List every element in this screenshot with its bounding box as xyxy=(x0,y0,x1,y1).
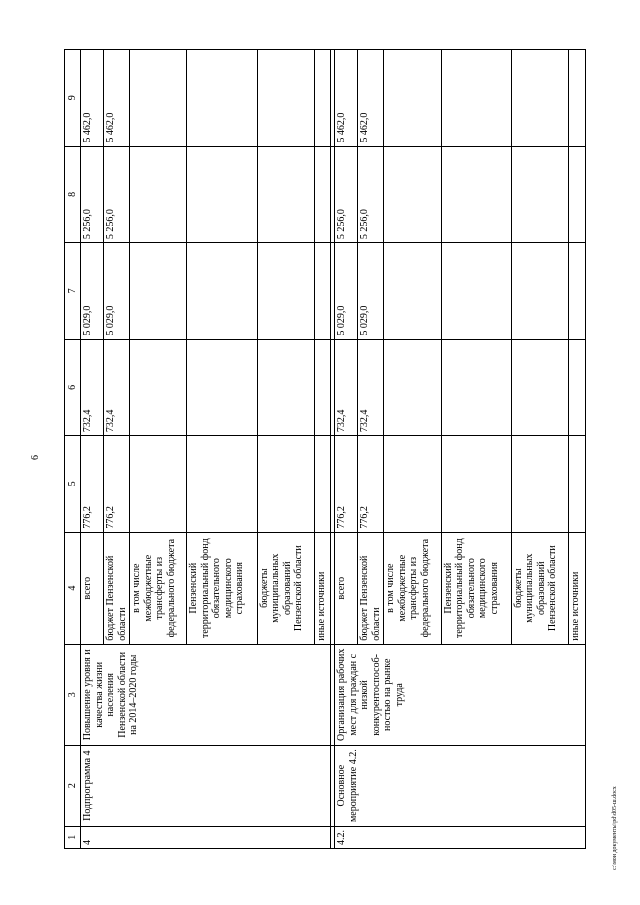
value-cell xyxy=(441,243,511,340)
value-cell: 5 029,0 xyxy=(358,243,384,340)
value-cell: 5 029,0 xyxy=(335,243,358,340)
row-number: 4.2. xyxy=(335,826,586,848)
program-description: Организация рабочих мест для граждан с низкой конкурентоспособ-ностью на рынке труда xyxy=(335,644,586,745)
value-cell xyxy=(384,50,441,147)
value-cell xyxy=(569,339,586,436)
source-cell: бюджет Пензенской области xyxy=(104,532,130,644)
source-cell: иные источники xyxy=(569,532,586,644)
budget-table-rotated xyxy=(64,49,586,849)
source-cell: бюджеты муниципальных образований Пензенской области xyxy=(511,532,568,644)
value-cell: 5 256,0 xyxy=(81,146,104,243)
page-number: 6 xyxy=(30,455,41,460)
value-cell: 5 256,0 xyxy=(335,146,358,243)
value-cell xyxy=(569,436,586,533)
value-cell xyxy=(511,339,568,436)
value-cell: 5 256,0 xyxy=(358,146,384,243)
value-cell xyxy=(314,339,331,436)
value-cell xyxy=(569,146,586,243)
value-cell: 5 462,0 xyxy=(358,50,384,147)
value-cell xyxy=(187,146,257,243)
value-cell xyxy=(257,243,314,340)
value-cell: 5 029,0 xyxy=(104,243,130,340)
value-cell xyxy=(130,243,187,340)
budget-table xyxy=(64,49,586,849)
program-name: Подпрограмма 4 xyxy=(81,745,331,826)
value-cell xyxy=(441,339,511,436)
value-cell xyxy=(257,436,314,533)
source-cell: бюджеты муниципальных образований Пензенской области xyxy=(257,532,314,644)
header-cell: 2 xyxy=(65,745,81,826)
source-cell: иные источники xyxy=(314,532,331,644)
value-cell xyxy=(511,146,568,243)
value-cell xyxy=(257,146,314,243)
header-cell: 5 xyxy=(65,436,81,533)
value-cell xyxy=(441,146,511,243)
program-name: Основное мероприятие 4.2. xyxy=(335,745,586,826)
value-cell xyxy=(569,50,586,147)
value-cell xyxy=(130,436,187,533)
file-path-footer: c:\мои документы\pd\d05-ш.docx xyxy=(612,786,618,870)
source-cell: бюджет Пензенской области xyxy=(358,532,384,644)
source-cell: в том числе межбюджетные трансферты из федерального бюджета xyxy=(130,532,187,644)
value-cell: 776,2 xyxy=(335,436,358,533)
source-cell: всего xyxy=(81,532,104,644)
value-cell xyxy=(187,436,257,533)
value-cell xyxy=(384,243,441,340)
value-cell: 732,4 xyxy=(81,339,104,436)
source-cell: Пензенский территориальный фонд обязательного медицинского страхования xyxy=(187,532,257,644)
value-cell xyxy=(257,50,314,147)
value-cell: 5 256,0 xyxy=(104,146,130,243)
value-cell xyxy=(384,146,441,243)
value-cell xyxy=(314,436,331,533)
value-cell xyxy=(314,146,331,243)
value-cell xyxy=(257,339,314,436)
value-cell xyxy=(384,339,441,436)
value-cell xyxy=(441,50,511,147)
table-row xyxy=(335,50,358,849)
value-cell: 5 462,0 xyxy=(104,50,130,147)
table-row xyxy=(81,50,104,849)
value-cell xyxy=(130,146,187,243)
value-cell: 5 462,0 xyxy=(335,50,358,147)
program-description: Повышение уровня и качества жизни населения Пензенской области на 2014–2020 годы xyxy=(81,644,331,745)
value-cell: 776,2 xyxy=(104,436,130,533)
value-cell: 5 029,0 xyxy=(81,243,104,340)
value-cell xyxy=(187,50,257,147)
value-cell xyxy=(314,50,331,147)
header-cell: 6 xyxy=(65,339,81,436)
value-cell xyxy=(511,243,568,340)
value-cell xyxy=(384,436,441,533)
value-cell xyxy=(187,339,257,436)
header-cell: 9 xyxy=(65,50,81,147)
source-cell: в том числе межбюджетные трансферты из федерального бюджета xyxy=(384,532,441,644)
header-cell: 4 xyxy=(65,532,81,644)
row-number: 4 xyxy=(81,826,331,848)
value-cell xyxy=(511,50,568,147)
value-cell xyxy=(130,339,187,436)
value-cell: 776,2 xyxy=(81,436,104,533)
header-row xyxy=(65,50,81,849)
value-cell xyxy=(187,243,257,340)
value-cell xyxy=(130,50,187,147)
source-cell: Пензенский территориальный фонд обязательного медицинского страхования xyxy=(441,532,511,644)
source-cell: всего xyxy=(335,532,358,644)
value-cell xyxy=(511,436,568,533)
value-cell xyxy=(314,243,331,340)
value-cell xyxy=(441,436,511,533)
header-cell: 7 xyxy=(65,243,81,340)
value-cell: 732,4 xyxy=(104,339,130,436)
value-cell xyxy=(569,243,586,340)
value-cell: 732,4 xyxy=(358,339,384,436)
header-cell: 8 xyxy=(65,146,81,243)
value-cell: 776,2 xyxy=(358,436,384,533)
value-cell: 732,4 xyxy=(335,339,358,436)
header-cell: 1 xyxy=(65,826,81,848)
header-cell: 3 xyxy=(65,644,81,745)
value-cell: 5 462,0 xyxy=(81,50,104,147)
